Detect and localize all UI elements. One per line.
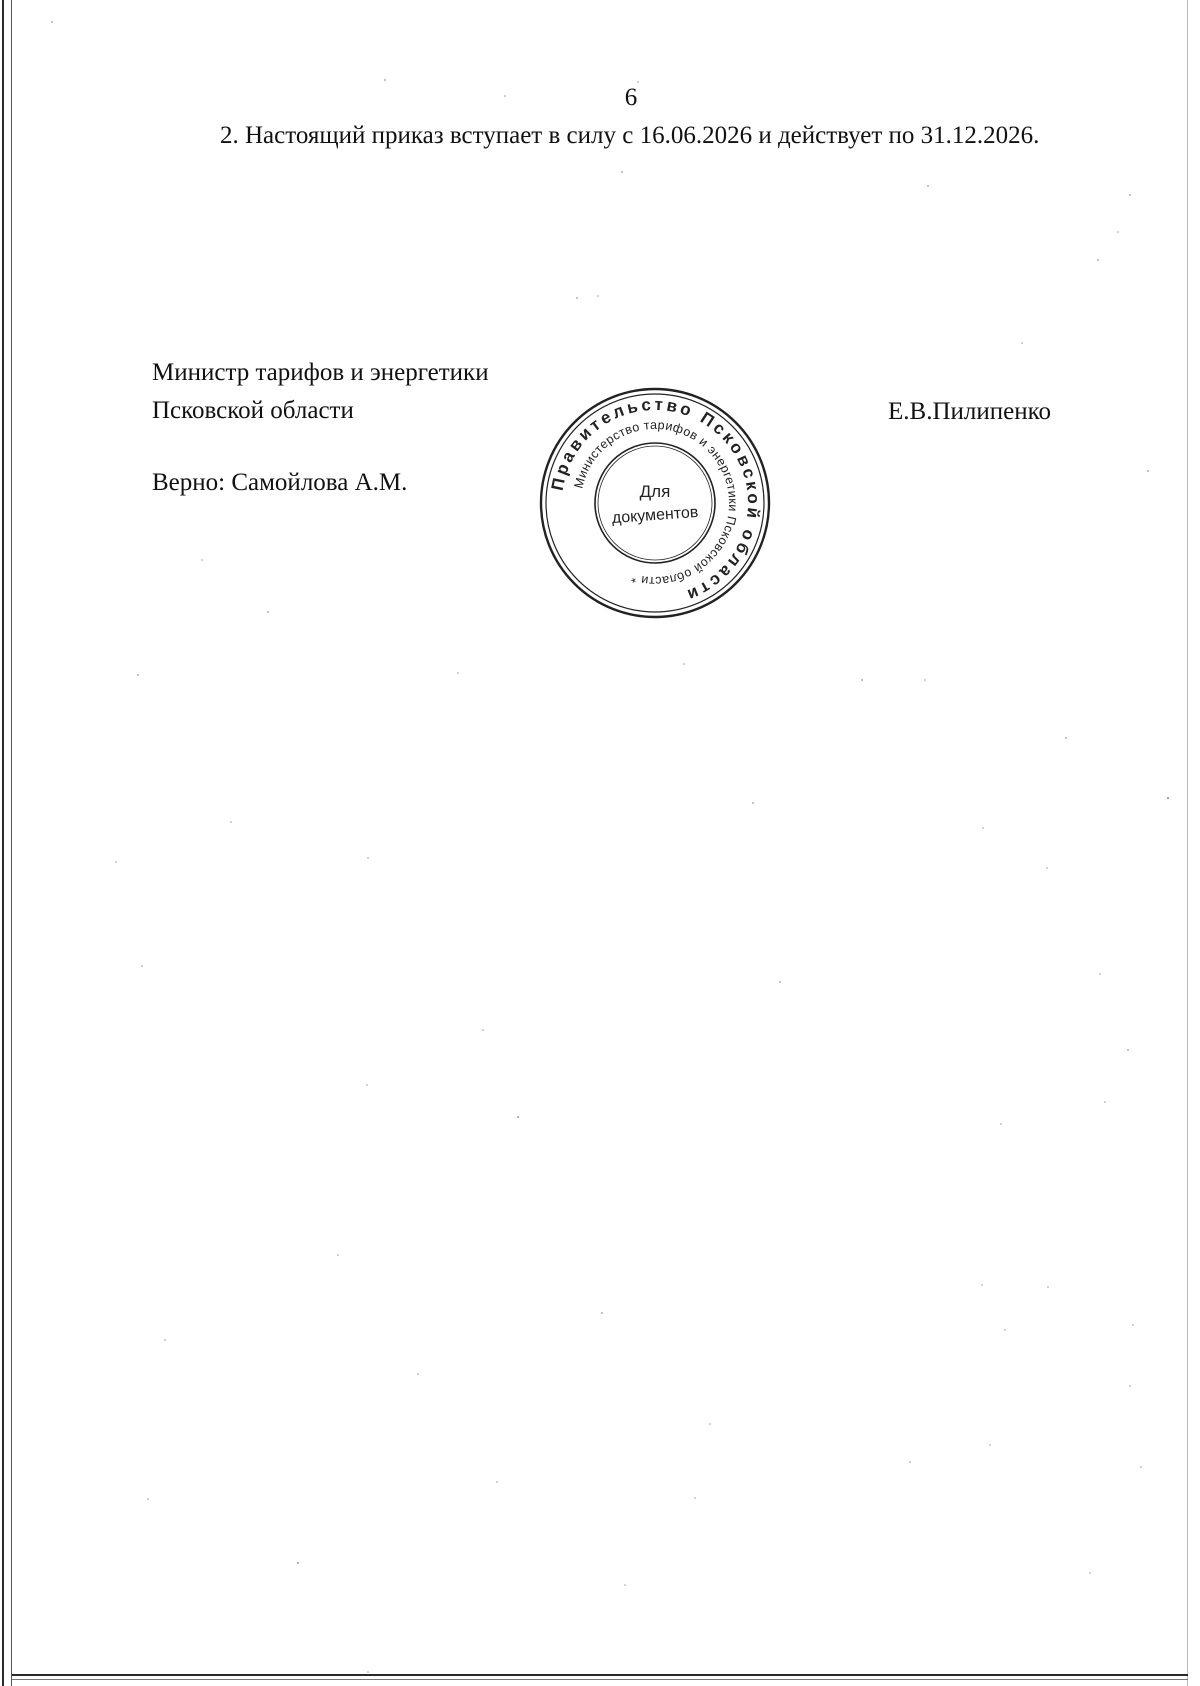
seal-outer-text: Правительство Псковской области xyxy=(547,394,764,606)
signer-position xyxy=(152,354,489,430)
certified-copy-note: Верно: Самойлова А.М. xyxy=(152,469,408,496)
seal-center-line-2: документов xyxy=(611,503,699,527)
left-border-inner-line xyxy=(11,0,12,1686)
seal-icon xyxy=(535,383,775,623)
clause-paragraph: 2. Настоящий приказ вступает в силу с 16.06.2026 и действует по 31.12.2026. xyxy=(220,122,1040,149)
bottom-border-line xyxy=(12,1674,1188,1676)
seal-inner-text: Министерство тарифов и энергетики Псковской области * xyxy=(571,417,741,589)
official-seal-stamp xyxy=(535,383,775,623)
left-border-line xyxy=(2,0,4,1686)
bottom-border-inner-line xyxy=(12,1679,1188,1680)
right-border-line xyxy=(1187,0,1188,1686)
signer-position-line-2: Псковской области xyxy=(152,397,354,424)
page-number: 6 xyxy=(624,84,638,111)
signer-position-line-1: Министр тарифов и энергетики xyxy=(152,359,489,386)
seal-center-line-1: Для xyxy=(639,482,671,501)
signer-name: Е.В.Пилипенко xyxy=(888,398,1051,425)
